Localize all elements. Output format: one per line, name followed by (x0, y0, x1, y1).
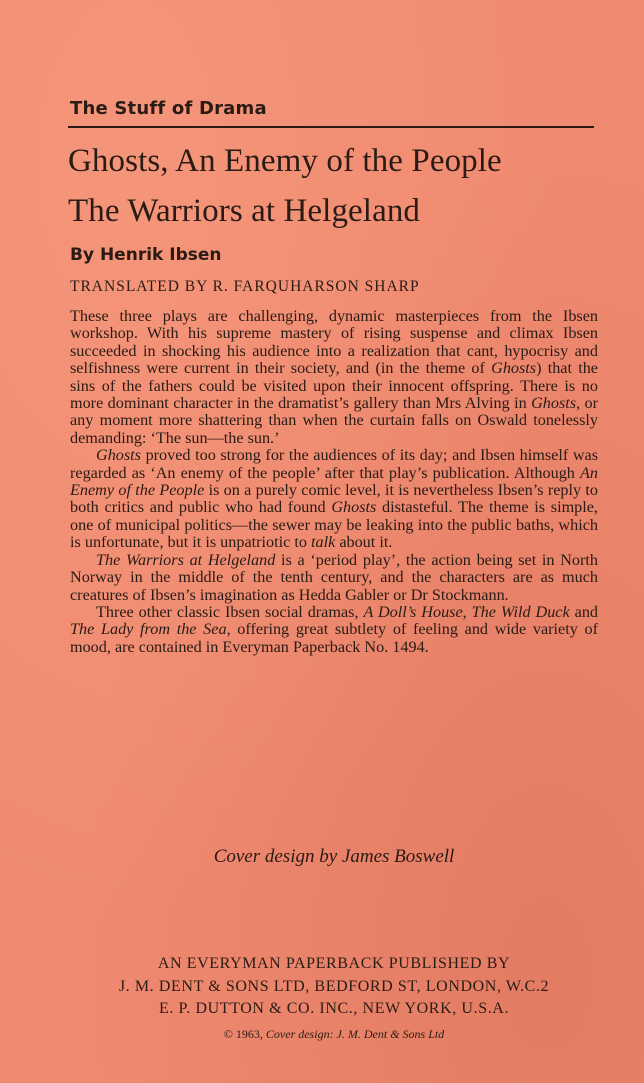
blurb-text-run: , offering great subtlety of feeling and wide variety of mood, are contained in Everyman Paperback No. 1494. (70, 620, 598, 656)
blurb-text-run: proved too strong for the audiences of its day; and Ibsen himself was regarded as ‘An enemy of the people’ after that play’s publication. Although (70, 446, 598, 482)
blurb-italic-run: A Doll’s House (363, 602, 463, 621)
blurb-italic-run: Ghosts (491, 359, 537, 378)
blurb-text-run: is on a purely comic level, it is nevertheless Ibsen’s reply to both critics and public who had found (70, 481, 598, 517)
series-heading: The Stuff of Drama (70, 98, 267, 119)
blurb-italic-run: The Warriors at Helgeland (96, 550, 276, 569)
blurb (70, 308, 598, 656)
blurb-text-run: These three plays are challenging, dynamic masterpieces from the Ibsen workshop. With his supreme mastery of rising suspense and climax Ibsen succeeded in shocking his audience into a realization that cant, hypocrisy and selfishness were current in their society, and (in the theme of (70, 307, 598, 378)
blurb-italic-run: An Enemy of the People (70, 463, 598, 500)
blurb-text-run: is a ‘period play’, the action being set in North Norway in the middle of the tenth century, and the characters are as much creatures of Ibsen’s imagination as Hedda Gabler or Dr Stockmann. (70, 550, 598, 604)
blurb-text-run: , or any moment more shattering than when the curtain falls on Oswald tonelessly demanding: ‘The sun—the sun.’ (70, 394, 598, 447)
copyright-notice (0, 1027, 644, 1042)
heading-rule (68, 126, 594, 128)
blurb-paragraph (70, 604, 598, 656)
blurb-text-run: , (462, 602, 472, 621)
blurb-italic-run: Ghosts (96, 446, 141, 465)
blurb-italic-run: talk (310, 533, 336, 552)
blurb-text-run: and (569, 602, 599, 621)
cover-design-credit: Cover design by James Boswell (213, 846, 455, 867)
blurb-paragraph (70, 552, 598, 604)
translator-credit: TRANSLATED BY R. FARQUHARSON SHARP (70, 278, 420, 295)
copyright-prefix: © 1963, (223, 1027, 266, 1041)
blurb-text-run: distasteful. The theme is simple, one of municipal politics—the sewer may be leaking into the public baths, which is unfortunate, but it is unpatriotic to (70, 498, 598, 552)
title-line-2: The Warriors at Helgeland (68, 193, 421, 229)
copyright-design-credit: Cover design: J. M. Dent & Sons Ltd (265, 1027, 445, 1041)
blurb-italic-run: The Lady from the Sea (70, 620, 227, 639)
author-byline: By Henrik Ibsen (70, 245, 222, 265)
blurb-text-run: ) that the sins of the fathers could be visited upon their innocent offspring. There is no more dominant character in the dramatist’s gallery than Mrs Alving in (70, 359, 598, 413)
title-line-1: Ghosts, An Enemy of the People (68, 143, 502, 179)
publisher-line-2: J. M. DENT & SONS LTD, BEDFORD ST, LONDON, W.C.2 (118, 978, 550, 995)
blurb-italic-run: The Wild Duck (471, 602, 570, 621)
publisher-line-3: E. P. DUTTON & CO. INC., NEW YORK, U.S.A. (158, 1000, 510, 1017)
blurb-italic-run: Ghosts (331, 498, 377, 517)
blurb-paragraph (70, 447, 598, 551)
blurb-text-run: about it. (335, 533, 393, 552)
blurb-italic-run: Ghosts (531, 394, 577, 413)
publisher-line-1: AN EVERYMAN PAPERBACK PUBLISHED BY (157, 955, 511, 972)
blurb-paragraph (70, 308, 598, 447)
blurb-text-run: Three other classic Ibsen social dramas, (96, 602, 364, 621)
